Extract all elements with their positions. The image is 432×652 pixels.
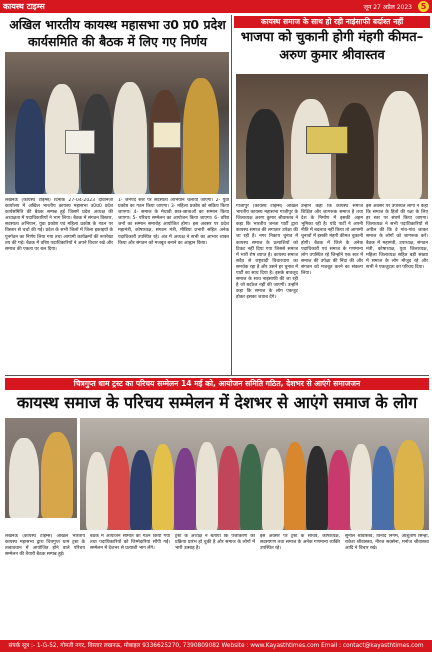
masthead-date: जून 27 अप्रैल 2023 <box>363 3 412 11</box>
bottom-group-photo <box>80 418 429 530</box>
left-story-photo <box>5 52 229 194</box>
masthead-brand: कायस्थ टाइम्स <box>3 2 45 11</box>
page-number-badge: 5 <box>418 1 429 12</box>
bottom-story-kicker: चित्रगुप्त धाम ट्रस्ट का परिचय सम्मेलन 14 मई को, आयोजन समिति गठित, देशभर से आएंगे समाजजन <box>5 378 429 390</box>
right-story-column-2 <box>301 204 363 374</box>
right-story-para-3: इस अवसर पर उपस्थित लोगों ने कहा कि समाज के हितों की रक्षा के लिए हर स्तर पर संघर्ष किया जाएगा। जिलाध्यक्ष ने सभी पदाधिकारियों से अपील की कि वे गांव-गांव जाकर समाज के लोगों को जागरूक करें। बैठक में महामंत्री, उपाध्यक्ष, संगठन मंत्री, कोषाध्यक्ष, युवा जिलाध्यक्ष, महिला जिलाध्यक्ष सहित बड़ी संख्या में समाज के लोग मौजूद रहे और सभी ने एकजुटता का परिचय दिया। <box>366 204 428 270</box>
column-divider <box>231 15 232 375</box>
right-story-column-1 <box>236 204 298 374</box>
section-divider <box>5 375 429 376</box>
bottom-story-column-4 <box>260 534 340 638</box>
bottom-left-photo <box>5 418 77 518</box>
right-story-kicker: कायस्थ समाज के साथ हो रही नाइंसाफी बर्दाश्त नहीं <box>234 16 430 28</box>
bottom-story-para-2: बैठक में आयोजन समिति का गठन किया गया तथा पदाधिकारियों को जिम्मेदारियां सौंपी गईं। सम्मेलन में देशभर से प्रत्याशी भाग लेंगे। <box>90 534 170 552</box>
right-story-headline: भाजपा को चुकानी होगी मंहगी कीमत–अरुण कुमार श्रीवास्तव <box>240 30 424 63</box>
left-story-para-1: लखनऊ (कायस्थ टाइम्स) दिनांक 27-04-2023 दीवानजी कार्यालय में अखिल भारतीय कायस्थ महासभा उ0प्र0 प्रदेश कार्यसमिति की बैठक सम्पन्न हुई जिसमें प्रदेश अध्यक्ष की अध्यक्षता में पदाधिकारियों ने भाग लिया। बैठक में संगठन विस्तार, सदस्यता अभियान, युवा प्रकोष्ठ एवं महिला प्रकोष्ठ के गठन पर विस्तार से चर्चा की गई। प्रदेश के सभी जिलों में जिला इकाइयों के पुनर्गठन का निर्णय लिया गया तथा आगामी कार्यक्रमों की रूपरेखा तय की गई। बैठक में वरिष्ठ पदाधिकारियों ने अपने विचार रखे और समाज की एकता पर बल दिया। <box>5 198 113 252</box>
right-story-para-2: उन्होंने कहा कि कायस्थ समाज शिक्षित और जागरूक समाज है तथा देश के निर्माण में इसकी अहम भूमिका रही है। यदि पार्टी ने अपनी नीति में बदलाव नहीं किया तो आगामी चुनावों में इसकी मंहगी कीमत चुकानी होगी। बैठक में जिले के अनेक पदाधिकारी एवं समाज के गणमान्य लोग उपस्थित रहे जिन्होंने एक स्वर में समाज की उपेक्षा की निंदा की और संगठन को मजबूत करने का संकल्प लिया। <box>301 204 363 277</box>
right-story-photo <box>236 74 428 199</box>
bottom-story-para-4: इस अवसर पर ट्रस्ट के सचिव, कोषाध्यक्ष, सदस्यगण तथा समाज के अनेक गणमान्य व्यक्ति उपस्थित रहे। <box>260 534 340 552</box>
bottom-story-para-3: ट्रस्ट के अध्यक्ष ने बताया कि पंजीकरण की प्रक्रिया प्रारंभ हो चुकी है और समाज के लोगों में भारी उत्साह है। <box>175 534 255 552</box>
bottom-story-headline: कायस्थ समाज के परिचय सम्मेलन में देशभर से आएंगे समाज के लोग <box>16 393 418 412</box>
left-story-column-1 <box>5 198 113 373</box>
bottom-story-column-3 <box>175 534 255 638</box>
bottom-story-para-5: सुनील श्रीवास्तव, विनोद निगम, आशुतोष सिन्हा, राकेश श्रीवास्तव, नीरज सक्सेना, मनोज श्रीवास्तव आदि ने विचार रखे। <box>345 534 429 552</box>
masthead <box>0 0 432 13</box>
right-story-column-3 <box>366 204 428 374</box>
left-story-column-2 <box>118 198 229 373</box>
right-story-header <box>234 15 430 70</box>
right-story-para-1: गाजीपुर (कायस्थ टाइम्स) अखिल भारतीय कायस्थ महासभा गाजीपुर के जिलाध्यक्ष अरुण कुमार श्रीवास्तव ने कहा कि भारतीय जनता पार्टी द्वारा कायस्थ समाज की लगातार उपेक्षा की जा रही है। नगर निकाय चुनाव में कायस्थ समाज के प्रत्याशियों को टिकट नहीं दिया गया जिससे समाज में भारी रोष व्याप्त है। कायस्थ समाज सदैव से राष्ट्रवादी विचारधारा का समर्थक रहा है और उसने हर चुनाव में पार्टी का साथ दिया है। इसके बावजूद समाज के साथ नाइंसाफी की जा रही है जो बर्दाश्त नहीं की जाएगी। उन्होंने कहा कि समाज के लोग एकजुट होकर इसका जवाब देंगे। <box>236 204 298 301</box>
footer-contact: संपर्क सूत्र :- 1-G-52, गोमती नगर, विस्तार लखनऊ, मोबाइल 9336625270, 7390809082 Website : www.Kayasthtimes.com Email : contact@kayasthtimes.com <box>0 640 432 652</box>
bottom-story-column-5 <box>345 534 429 638</box>
left-story-headline: अखिल भारतीय कायस्थ महासभा उ0 प्र0 प्रदेश कार्यसमिति की बैठक में लिए गए निर्णय <box>9 17 226 49</box>
left-story-para-2: 1- जनपद स्तर पर सदस्यता अभियान चलाया जाएगा। 2- युवा प्रकोष्ठ का गठन किया जाएगा। 3- महिला प्रकोष्ठ को सक्रिय किया जाएगा। 4- समाज के मेधावी छात्र-छात्राओं का सम्मान किया जाएगा। 5- परिचय सम्मेलन का आयोजन किया जाएगा। 6- वरिष्ठ जनों का सम्मान समारोह आयोजित होगा। इस अवसर पर प्रदेश महामंत्री, कोषाध्यक्ष, संगठन मंत्री, मीडिया प्रभारी सहित अनेक पदाधिकारी उपस्थित रहे। अंत में अध्यक्ष ने सभी का आभार व्यक्त किया और संगठन को मजबूत बनाने का आह्वान किया। <box>118 198 229 246</box>
bottom-story-column-2 <box>90 534 170 638</box>
bottom-story-column-1 <box>5 534 85 638</box>
bottom-story-para-1: लखनऊ (कायस्थ टाइम्स) अखिल भारतीय कायस्थ महासभा द्वारा चित्रगुप्त धाम ट्रस्ट के तत्वावधान में आयोजित होने वाले परिचय सम्मेलन की तैयारी बैठक सम्पन्न हुई। <box>5 534 85 558</box>
